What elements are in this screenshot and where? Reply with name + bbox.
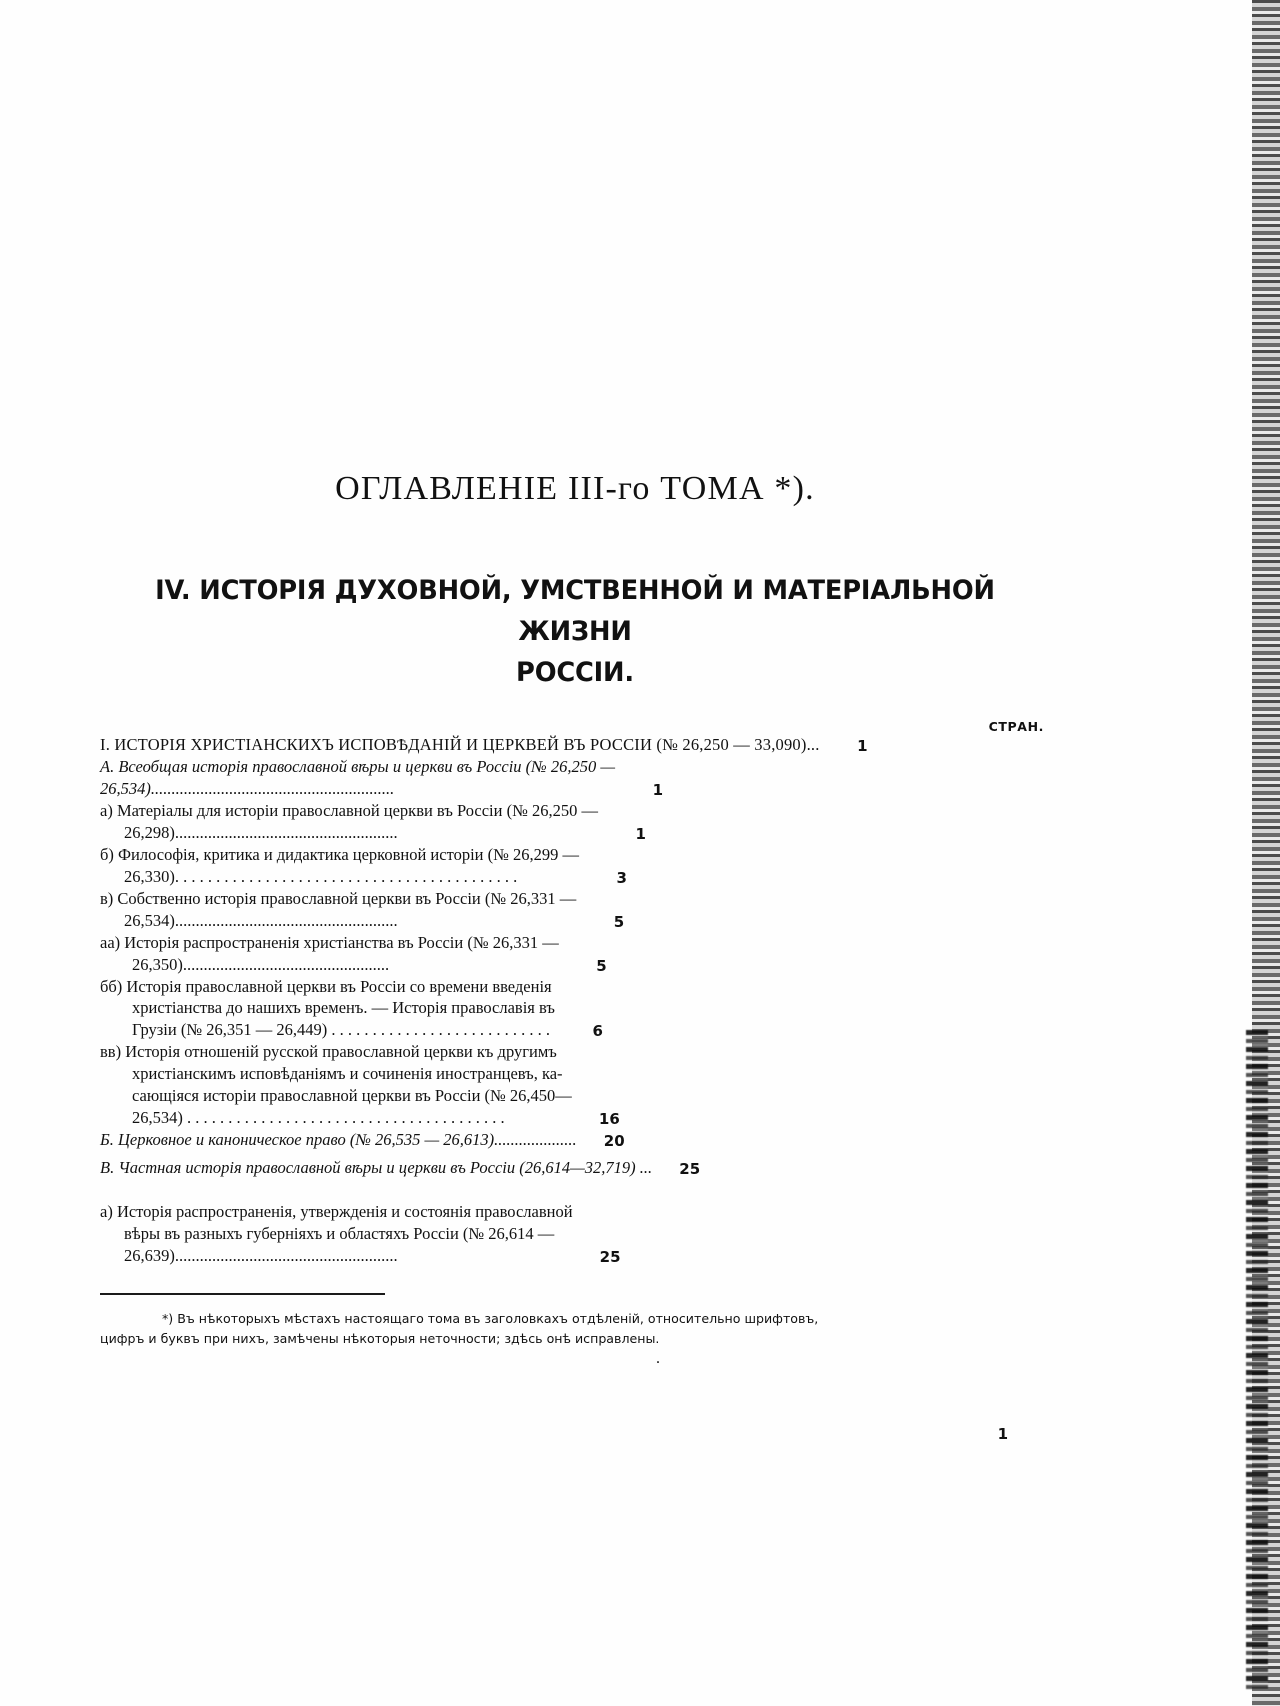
toc-entry-text: а) Исторія распространенія, утвержденія и состоянія православной вѣры въ разныхъ губерніяхъ и областяхъ Россіи (№ 26,614 — 26,639)...................................................... xyxy=(100,1201,573,1265)
toc-entry-page: 16 xyxy=(598,1110,620,1129)
list-item xyxy=(100,1157,1050,1179)
toc-entry-text: I. ИСТОРІЯ ХРИСТІАНСКИХЪ ИСПОВѢДАНІЙ И ЦЕРКВЕЙ ВЪ РОССІИ (№ 26,250 — 33,090)... xyxy=(100,735,820,755)
list-item xyxy=(100,1201,1050,1267)
list-item xyxy=(100,800,1050,844)
toc-entry-text: в) Собственно исторія православной церкви въ Россіи (№ 26,331 — 26,534)...................................................... xyxy=(100,888,577,930)
footnote-line-2: цифръ и буквъ при нихъ, замѣчены нѣкоторыя неточности; здѣсь онѣ исправлены. xyxy=(100,1330,660,1346)
list-item xyxy=(100,844,1050,888)
scan-edge-artifact-inner xyxy=(1246,1030,1268,1690)
footnote xyxy=(100,1309,1025,1349)
toc-entry-text: А. Всеобщая исторія православной вѣры и церкви въ Россіи (№ 26,250 — 26,534)........................................................... xyxy=(100,757,616,799)
toc-entry-text: В. Частная исторія православной вѣры и церкви въ Россіи (26,614—32,719) ... xyxy=(100,1158,653,1177)
list-item xyxy=(100,1041,1050,1129)
footnote-divider xyxy=(100,1293,385,1295)
section-heading-line-1: IV. ИСТОРІЯ ДУХОВНОЙ, УМСТВЕННОЙ И МАТЕРІАЛЬНОЙ ЖИЗНИ xyxy=(155,575,995,648)
toc-entry-page: 20 xyxy=(603,1132,625,1150)
toc-entry-page: 1 xyxy=(652,781,664,799)
toc-entry-text: Б. Церковное и каноническое право (№ 26,535 — 26,613).................... xyxy=(100,1130,577,1150)
list-item xyxy=(100,756,1050,800)
toc-entry-text: б) Философія, критика и дидактика церковной исторіи (№ 26,299 — 26,330). . . . . . . . . . . . . . . . . . . . . . . . . . . . . . . . . . . . . . . . . . xyxy=(100,844,579,886)
toc-entry-text: вв) Исторія отношеній русской православной церкви къ другимъ христіанскимъ исповѣданіямъ и сочиненія иностранцевъ, ка- сающіяся исторіи православной церкви въ Россіи (№ 26,450— 26,534) . . . . . . . . . . . . . . . . . . . . . . . . . . . . . . . . . . . . . . . xyxy=(100,1042,572,1128)
toc-entry-page: 6 xyxy=(592,1022,603,1041)
toc-entry-page: 25 xyxy=(599,1247,621,1266)
toc-entry-page: 1 xyxy=(635,824,646,843)
toc-entry-text: бб) Исторія православной церкви въ Россіи со времени введенія христіанства до нашихъ временъ. — Исторія православія въ Грузіи (№ 26,351 — 26,449) . . . . . . . . . . . . . . . . . . . . . . . . . . . xyxy=(100,976,555,1040)
list-item xyxy=(100,976,1050,1042)
list-item xyxy=(100,888,1050,932)
footnote-line-1: *) Въ нѣкоторыхъ мѣстахъ настоящаго тома въ заголовкахъ отдѣленій, относительно шрифтовъ, xyxy=(162,1310,819,1326)
section-heading xyxy=(114,570,1036,693)
toc-entry-page: 5 xyxy=(596,956,607,975)
toc-entry-page: 5 xyxy=(613,912,625,931)
toc-entry-text: аа) Исторія распространенія христіанства въ Россіи (№ 26,331 — 26,350).................................................. xyxy=(100,932,559,974)
table-of-contents xyxy=(100,734,1050,1267)
toc-entry-page: 1 xyxy=(857,737,868,756)
toc-entry-text: а) Матеріалы для исторіи православной церкви въ Россіи (№ 26,250 — 26,298)...................................................... xyxy=(100,801,598,842)
pages-column-header: СТРАН. xyxy=(988,719,1044,735)
page-content xyxy=(100,0,1050,1443)
list-item xyxy=(100,932,1050,976)
page-number: 1 xyxy=(997,1425,1008,1443)
list-item xyxy=(100,734,1050,756)
stray-ink-mark: . xyxy=(656,1350,660,1367)
section-heading-line-2: РОССІИ. xyxy=(516,657,634,689)
page-title: ОГЛАВЛЕНІЕ III-го ТОМА *). xyxy=(335,470,815,507)
toc-entry-page: 3 xyxy=(616,868,627,887)
toc-entry-page: 25 xyxy=(679,1159,701,1178)
list-item xyxy=(100,1129,1050,1151)
